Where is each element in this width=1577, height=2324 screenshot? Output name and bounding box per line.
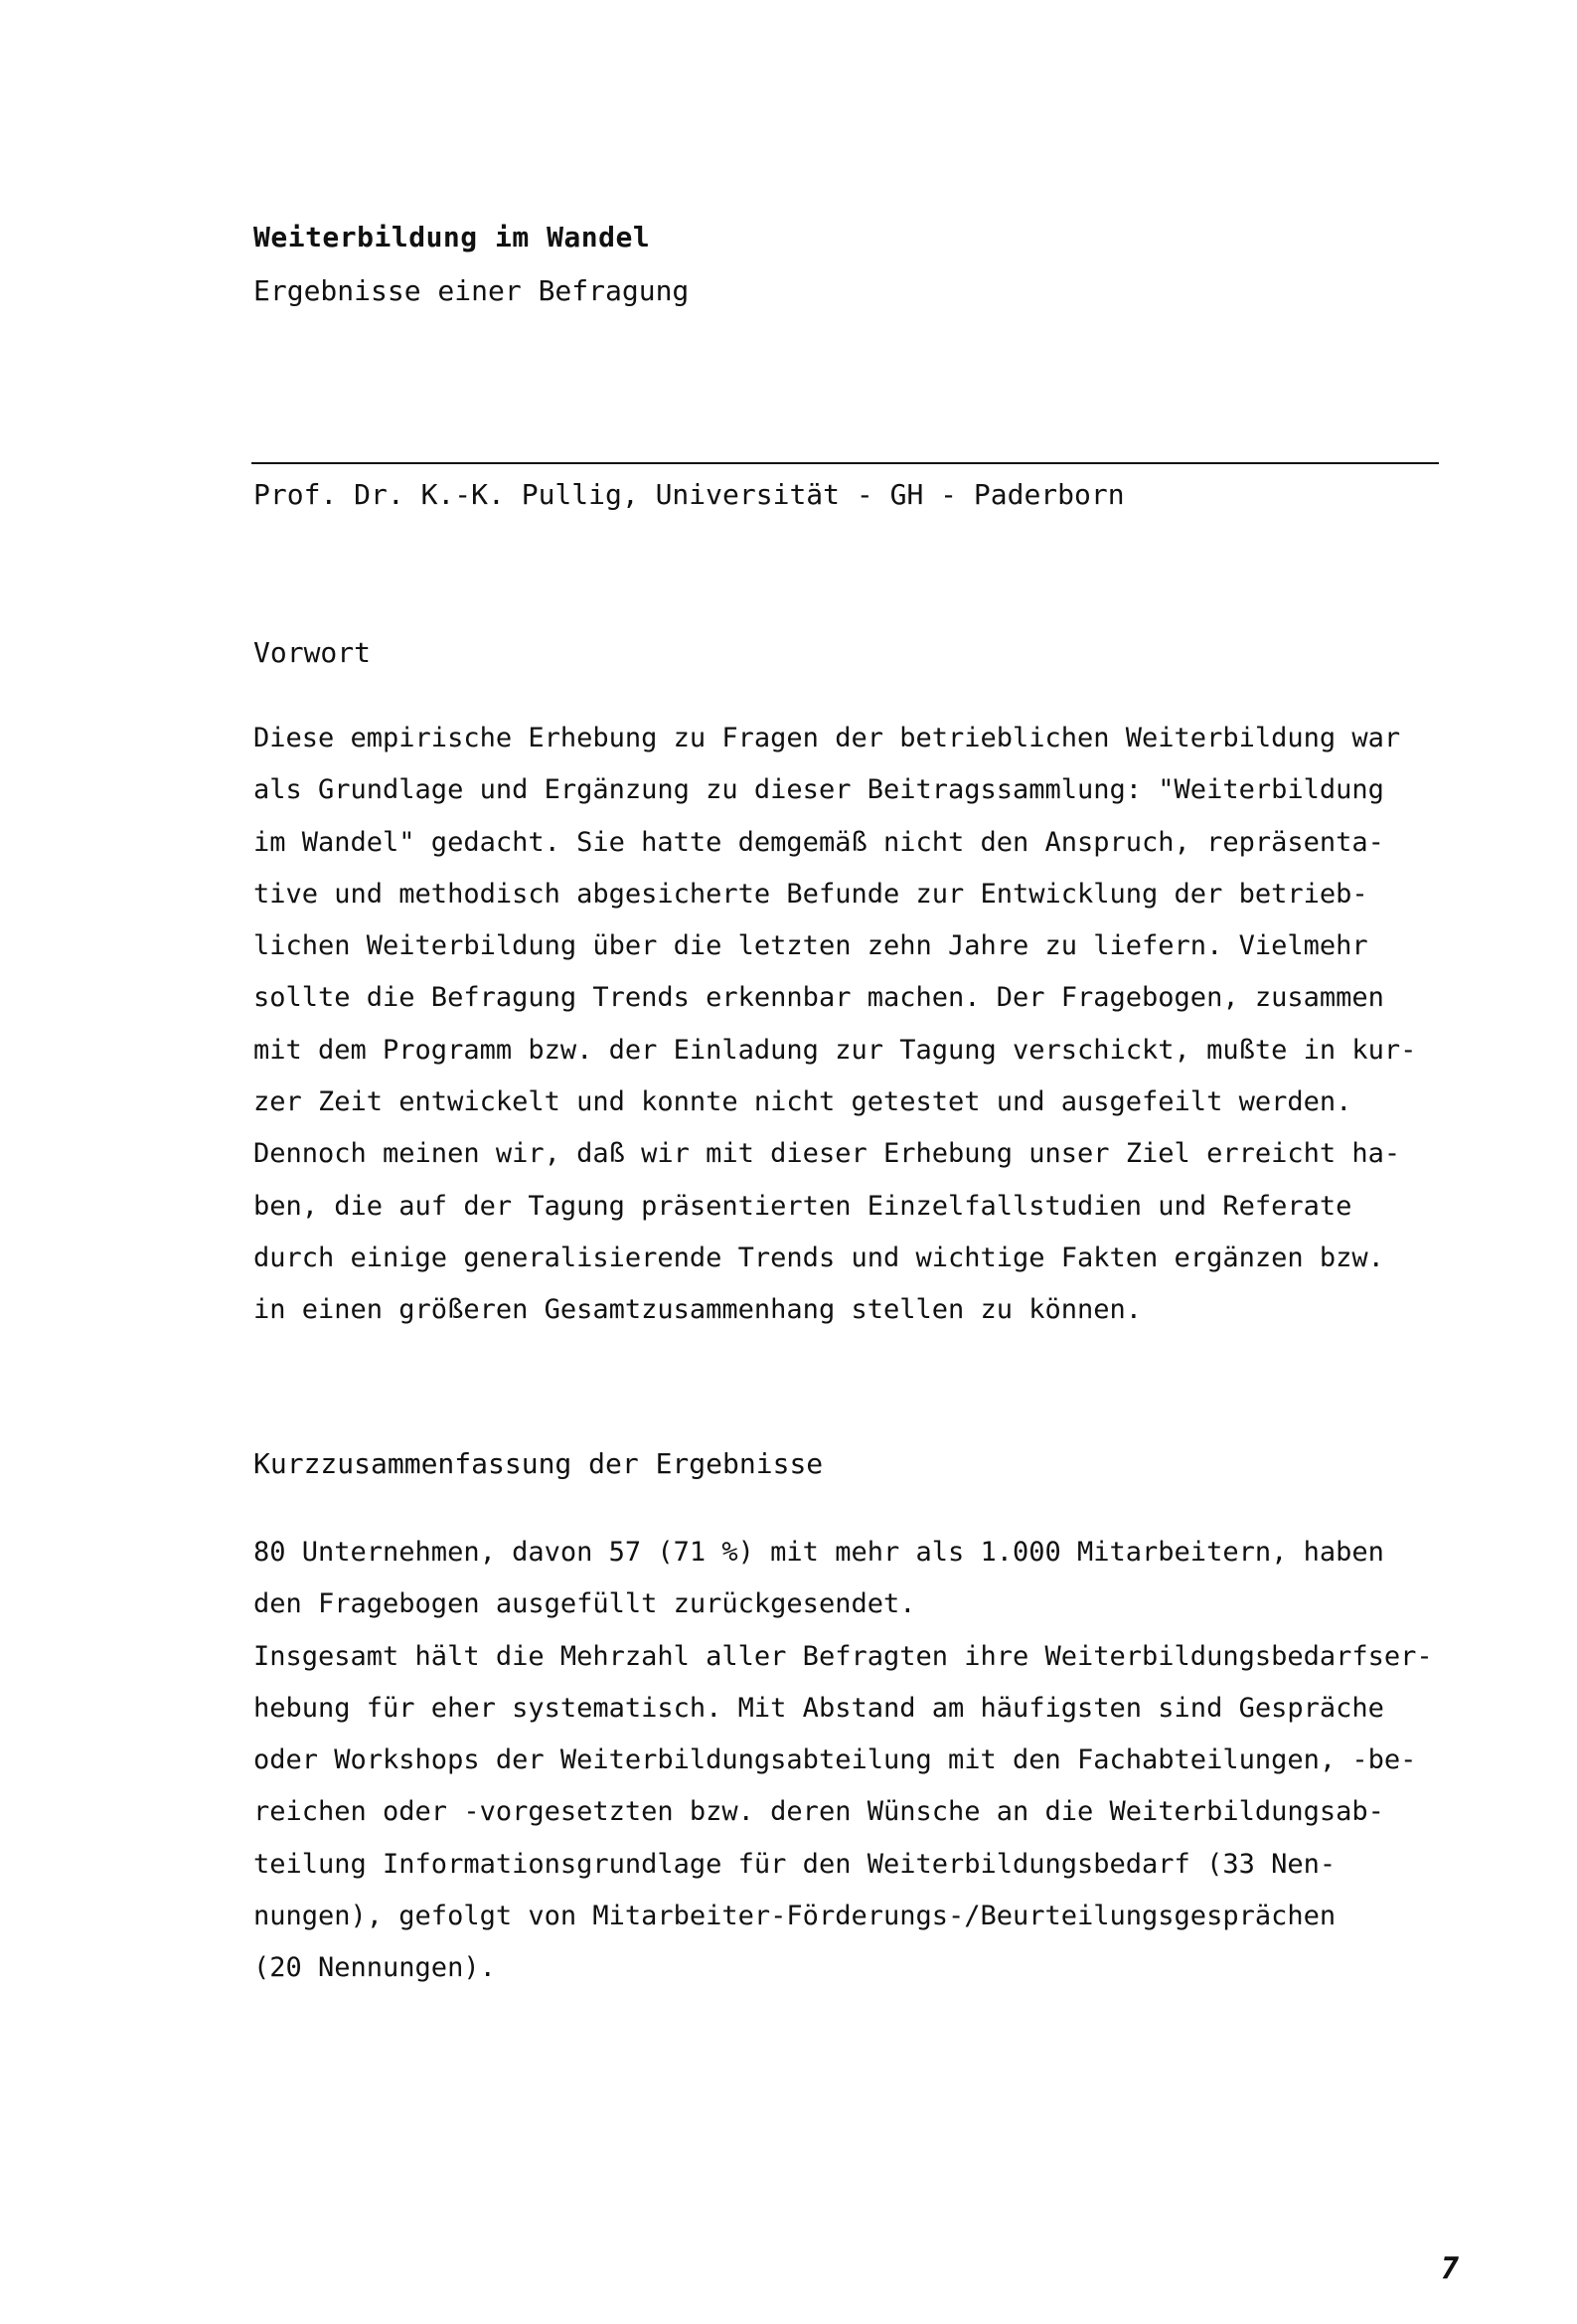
text-line: im Wandel" gedacht. Sie hatte demgemäß nicht den Anspruch, repräsenta- — [253, 826, 1384, 858]
text-line: Dennoch meinen wir, daß wir mit dieser Erhebung unser Ziel erreicht ha- — [253, 1138, 1401, 1170]
horizontal-rule — [251, 462, 1439, 464]
text-line: in einen größeren Gesamtzusammenhang stellen zu können. — [253, 1294, 1143, 1326]
text-line: sollte die Befragung Trends erkennbar machen. Der Fragebogen, zusammen — [253, 982, 1384, 1014]
text-line: hebung für eher systematisch. Mit Abstand am häufigsten sind Gespräche — [253, 1692, 1384, 1724]
summary-paragraph — [253, 1527, 1466, 1995]
author-line: Prof. Dr. K.-K. Pullig, Universität - GH - Paderborn — [253, 478, 1125, 511]
summary-heading: Kurzzusammenfassung der Ergebnisse — [253, 1447, 824, 1480]
text-line: nungen), gefolgt von Mitarbeiter-Förderungs-/Beurteilungsgesprächen — [253, 1901, 1337, 1932]
text-line: reichen oder -vorgesetzten bzw. deren Wünsche an die Weiterbildungsab- — [253, 1796, 1384, 1828]
text-line: oder Workshops der Weiterbildungsabteilung mit den Fachabteilungen, -be- — [253, 1744, 1417, 1776]
text-line: Diese empirische Erhebung zu Fragen der betrieblichen Weiterbildung war — [253, 723, 1401, 753]
page-number: 7 — [1441, 2251, 1460, 2286]
text-line: durch einige generalisierende Trends und wichtige Fakten ergänzen bzw. — [253, 1242, 1384, 1273]
text-line: als Grundlage und Ergänzung zu dieser Beitragssammlung: "Weiterbildung — [253, 774, 1384, 806]
text-line: mit dem Programm bzw. der Einladung zur Tagung verschickt, mußte in kur- — [253, 1034, 1417, 1066]
text-line: Insgesamt hält die Mehrzahl aller Befragten ihre Weiterbildungsbedarfser- — [253, 1640, 1433, 1672]
text-line: (20 Nennungen). — [253, 1952, 496, 1984]
text-line: 80 Unternehmen, davon 57 (71 %) mit mehr als 1.000 Mitarbeitern, haben — [253, 1537, 1384, 1568]
text-line: lichen Weiterbildung über die letzten zehn Jahre zu liefern. Vielmehr — [253, 930, 1368, 962]
text-line: den Fragebogen ausgefüllt zurückgesendet. — [253, 1588, 916, 1620]
document-title: Weiterbildung im Wandel — [253, 221, 651, 253]
text-line: teilung Informationsgrundlage für den Weiterbildungsbedarf (33 Nen- — [253, 1848, 1337, 1880]
text-line: zer Zeit entwickelt und konnte nicht getestet und ausgefeilt werden. — [253, 1086, 1352, 1118]
text-line: ben, die auf der Tagung präsentierten Einzelfallstudien und Referate — [253, 1190, 1352, 1222]
foreword-paragraph — [253, 713, 1466, 1337]
document-subtitle: Ergebnisse einer Befragung — [253, 274, 690, 307]
text-line: tive und methodisch abgesicherte Befunde zur Entwicklung der betrieb- — [253, 878, 1368, 910]
foreword-heading: Vorwort — [253, 636, 372, 669]
